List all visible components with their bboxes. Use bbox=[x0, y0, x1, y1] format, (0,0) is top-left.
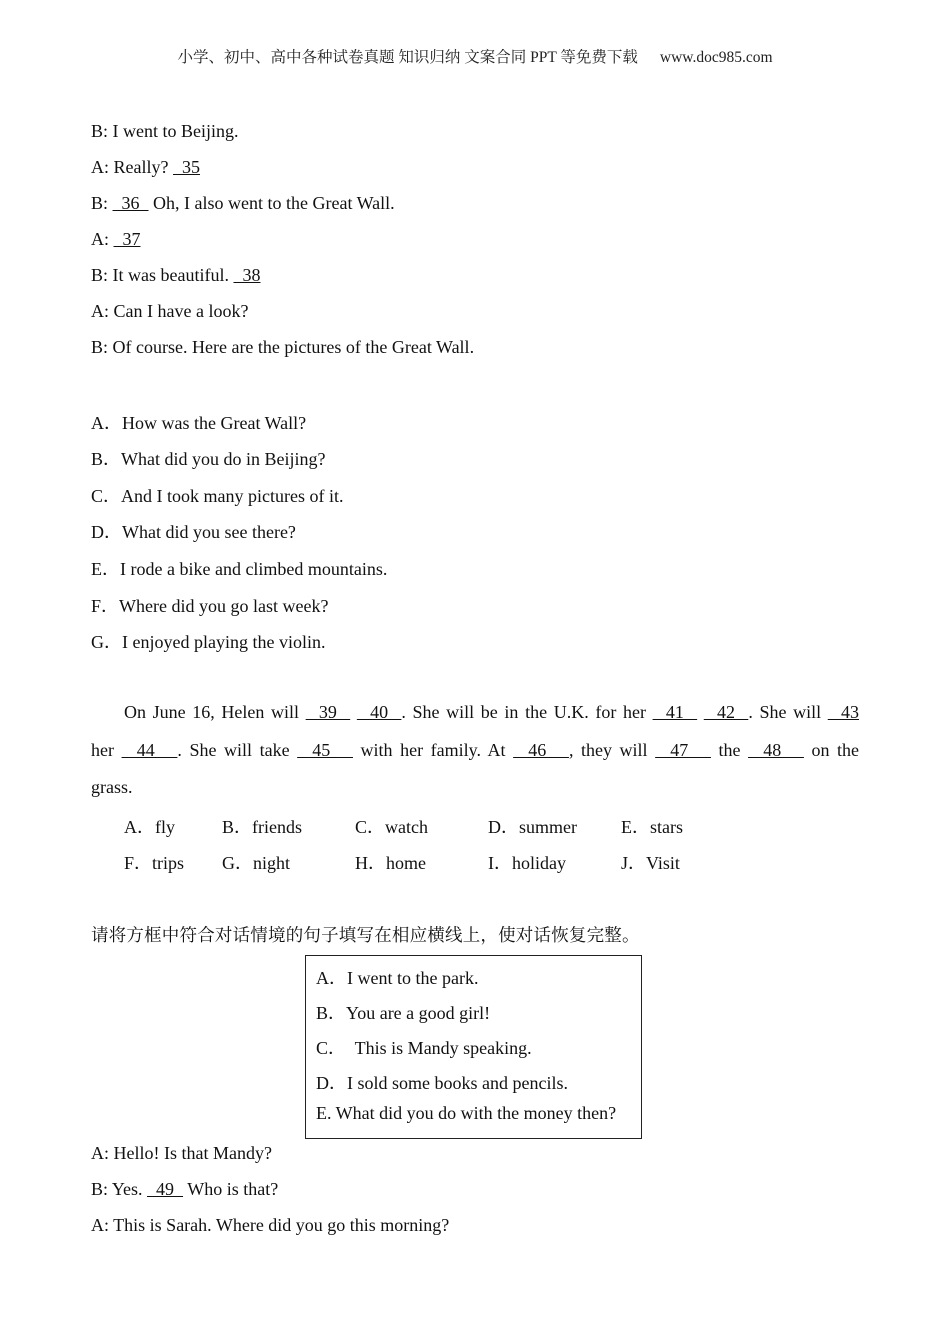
dialogue1-line-4-speaker: A: bbox=[91, 229, 114, 249]
passage-line-1 bbox=[91, 702, 859, 723]
dialogue1-line-5-text: B: It was beautiful. bbox=[91, 265, 234, 285]
blank-42: 42 bbox=[703, 702, 749, 722]
box-option-d: D．I sold some books and pencils. bbox=[316, 1073, 568, 1093]
option2-h: H．home bbox=[355, 853, 426, 873]
passage-text-3: . She will bbox=[748, 702, 828, 722]
option2-i: I．holiday bbox=[488, 853, 566, 873]
option2-b: B．friends bbox=[222, 817, 302, 837]
blank-39: 39 bbox=[305, 702, 351, 722]
passage-text-2: . She will be in the U.K. for her bbox=[401, 702, 653, 722]
blank-45: 45 bbox=[297, 740, 353, 760]
blank-47: 47 bbox=[655, 740, 711, 760]
dialogue1-line-6: A: Can I have a look? bbox=[91, 301, 249, 321]
passage-line-2 bbox=[91, 740, 859, 761]
passage-text-5: . She will take bbox=[177, 740, 298, 760]
blank-49: 49 bbox=[147, 1179, 184, 1199]
dialogue2-line-2-text: B: Yes. bbox=[91, 1179, 148, 1199]
option2-g: G．night bbox=[222, 853, 291, 873]
dialogue1-line-4 bbox=[91, 229, 141, 250]
passage-text-1: On June 16, Helen will bbox=[124, 702, 306, 722]
option2-j: J．Visit bbox=[621, 853, 680, 873]
dialogue2-line-1: A: Hello! Is that Mandy? bbox=[91, 1143, 272, 1163]
blank-35: 35 bbox=[172, 157, 200, 177]
dialogue1-line-7: B: Of course. Here are the pictures of the Great Wall. bbox=[91, 337, 475, 357]
blank-40: 40 bbox=[356, 702, 402, 722]
dialogue2-line-3: A: This is Sarah. Where did you go this morning? bbox=[91, 1215, 450, 1235]
dialogue2-line-2-post: Who is that? bbox=[183, 1179, 279, 1199]
dialogue2-line-2 bbox=[91, 1179, 278, 1200]
option2-c: C．watch bbox=[355, 817, 428, 837]
passage-text-8: the bbox=[710, 740, 749, 760]
blank-46: 46 bbox=[513, 740, 569, 760]
instruction-text: 请将方框中符合对话情境的句子填写在相应横线上，使对话恢复完整。 bbox=[91, 926, 640, 946]
option1-b: B．What did you do in Beijing? bbox=[91, 449, 326, 469]
dialogue1-line-1: B: I went to Beijing. bbox=[91, 121, 239, 141]
blank-48: 48 bbox=[748, 740, 804, 760]
blank-44: 44 bbox=[121, 740, 178, 760]
box-option-a: A．I went to the park. bbox=[316, 968, 479, 988]
option1-g: G．I enjoyed playing the violin. bbox=[91, 632, 326, 652]
passage-line-3: grass. bbox=[91, 777, 133, 797]
dialogue1-line-2-text: A: Really? bbox=[91, 157, 173, 177]
box-option-c: C． This is Mandy speaking. bbox=[316, 1038, 532, 1058]
passage-text-6: with her family. At bbox=[352, 740, 514, 760]
option1-e: E．I rode a bike and climbed mountains. bbox=[91, 559, 388, 579]
blank-37: 37 bbox=[113, 229, 141, 249]
dialogue1-line-3-speaker: B: bbox=[91, 193, 113, 213]
blank-36: 36 bbox=[112, 193, 149, 213]
page-header bbox=[0, 45, 950, 67]
blank-41: 41 bbox=[652, 702, 698, 722]
option1-c: C．And I took many pictures of it. bbox=[91, 486, 344, 506]
option1-f: F．Where did you go last week? bbox=[91, 596, 329, 616]
option1-d: D．What did you see there? bbox=[91, 522, 296, 542]
dialogue1-line-2 bbox=[91, 157, 200, 178]
header-url: www.doc985.com bbox=[659, 49, 773, 66]
passage-text-9: on the bbox=[803, 740, 860, 760]
box-option-b: B．You are a good girl! bbox=[316, 1003, 491, 1023]
dialogue1-line-5 bbox=[91, 265, 260, 286]
option2-e: E．stars bbox=[621, 817, 683, 837]
options-box bbox=[305, 955, 642, 1139]
option1-a: A．How was the Great Wall? bbox=[91, 413, 307, 433]
blank-43: 43 bbox=[827, 702, 860, 722]
header-title: 小学、初中、高中各种试卷真题 知识归纳 文案合同 PPT 等免费下载 bbox=[177, 49, 638, 66]
passage-text-7: , they will bbox=[568, 740, 656, 760]
option2-d: D．summer bbox=[488, 817, 577, 837]
box-option-e: E. What did you do with the money then? bbox=[316, 1103, 617, 1123]
option2-f: F．trips bbox=[124, 853, 185, 873]
dialogue1-line-3 bbox=[91, 193, 395, 214]
option2-a: A．fly bbox=[124, 817, 175, 837]
passage-text-4: her bbox=[91, 740, 122, 760]
dialogue1-line-3-text: Oh, I also went to the Great Wall. bbox=[148, 193, 395, 213]
blank-38: 38 bbox=[233, 265, 261, 285]
